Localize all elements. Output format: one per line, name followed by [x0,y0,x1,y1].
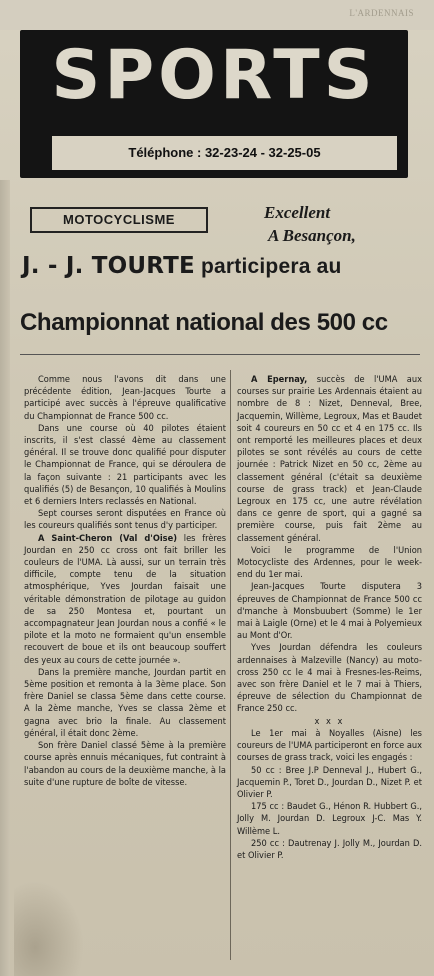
article-left-column [24,374,226,789]
article-paragraph [237,374,422,545]
paragraph-text: Le 1er mai à Noyalles (Aisne) les coureurs de l'UMA participeront en force aux courses de grass track, voici les engagés : [237,727,423,764]
article-paragraph [237,581,422,642]
paragraph-text: Jean-Jacques Tourte disputera 3 épreuves de Championnat de France 500 cc d'manche à Monsbuubert (Somme) le 1er mai à Laigle (Orne) et le 4 mai à Polyemieux au Mont d'Or. [237,581,422,642]
article-paragraph [24,508,226,532]
page-fold [0,180,10,976]
kicker [264,201,414,247]
article-paragraph [24,740,226,789]
article-paragraph [24,423,226,508]
article-paragraph [24,667,226,740]
article-paragraph [24,533,226,667]
article-paragraph [24,374,226,423]
paragraph-text: Yves Jourdan défendra les couleurs ardennaises à Malzeville (Nancy) au moto-cross 250 cc le 4 mai à Fresnes-les-Reims, avec son frère Daniel et le 7 mai à Thiers, épreuve de sélection du Championnat de France 250 cc. [237,642,422,715]
section-masthead [20,30,408,178]
headline-rest: participera au [201,255,342,278]
place-name: A Saint-Cheron (Val d'Oise) [38,532,177,544]
article-right-column [237,374,422,862]
article-paragraph [237,545,422,582]
article-paragraph [237,716,422,728]
bleed-through-text: L'ARDENNAIS [349,8,414,18]
kicker-line-1: Excellent [264,203,331,222]
headline-line-2: Championnat national des 500 cc [20,309,388,336]
paragraph-text: 175 cc : Baudet G., Hénon R. Hubbert G., Jolly M. Jourdan D. Legroux J-C. Mas Y. Willème L. [237,801,422,837]
section-title: SPORTS [51,36,377,115]
article-paragraph [237,838,422,862]
paragraph-text: Comme nous l'avons dit dans une précédente édition, Jean-Jacques Tourte a participé avec succès à l'épreuve qualificative du Championnat de France 500 cc. [24,374,226,422]
paragraph-text: les frères Jourdan en 250 cc cross ont fait briller les couleurs de l'UMA. Là aussi, sur un terrain très difficile, compte tenu de la situation atmosphérique, Yves Jourdan faisait une véritable démonstration de pilotage au guidon de sa 250 Montesa et, pourtant un accompagnateur Jean Jourdan nous a confié « le pilote et la moto ne formaient qu'un ensemble recouvert de boue et ils ont beaucoup souffert des yeux au cours de cette journée ». [24,532,227,666]
paragraph-text: succès de l'UMA aux courses sur prairie Les Ardennais étaient au nombre de 8 : Nizet, Denneval, Bree, Jacquemin, Willème, Legroux, Mas et Baudet soit 4 coureurs en 50 cc et 4 en 175 cc. Ils ont remporté les meilleures places et deux pilotes se sont révélés au cours de cette journée : Patrick Nizet en 50 cc, 2ème au classement général (c'était sa deuxième course de grass track) et Jean-Claude Legroux en 175 cc, une autre révélation dans ce genre de sport, qui a gagné sa première course, puis fait 2ème au classement général. [237,374,423,544]
headline-line-1 [22,252,422,281]
article-paragraph [237,765,422,802]
article-paragraph [237,642,422,715]
top-strip [0,0,434,30]
paragraph-text: x x x [314,715,345,727]
article-paragraph [237,728,422,765]
paragraph-text: Voici le programme de l'Union Motocycliste des Ardennes, pour le week-end du 1er mai. [237,544,422,581]
headline-name: J. - J. TOURTE [22,253,195,279]
place-name: A Epernay, [251,374,308,385]
paper-stain [14,880,84,976]
paragraph-text: Dans la première manche, Jourdan partit en 5ème position et remonta à la 3ème place. Son frère Daniel se classa 5ème dans cette course. A la 2ème manche, Yves se classa 2ème et gagna avec brio la finale. Au classement général, il était donc 2ème. [24,666,226,739]
paragraph-text: Son frère Daniel classé 5ème à la première course après ennuis mécaniques, fut contraint à l'abandon au cours de la deuxième manche, à la suite d'une rupture de boîte de vitesse. [24,740,226,788]
paragraph-text: Sept courses seront disputées en France où les coureurs qualifiés sont tenus d'y participer. [24,508,226,532]
kicker-line-2: A Besançon, [268,226,356,245]
column-rule [230,370,231,960]
phone-banner: Téléphone : 32-23-24 - 32-25-05 [52,136,397,170]
article-paragraph [237,801,422,838]
paragraph-text: Dans une course où 40 pilotes étaient inscrits, il s'est classé 4ème au classement général. Il se trouve donc qualifié pour disputer le Championnat de France, qui se déroulera de la façon suivante : 21 participants avec les qualifiés (5) de Besançon, 10 qualifiés à Moulins et 6 derniers Inters reclassés en National. [24,422,226,508]
paragraph-text: 50 cc : Bree J.P Denneval J., Hubert G., Jacquemin P., Toret D., Jourdan D., Nizet P. et Olivier P. [237,764,422,800]
paragraph-text: 250 cc : Dautrenay J. Jolly M., Jourdan D. et Olivier P. [237,837,422,861]
rubric-label: MOTOCYCLISME [30,207,208,233]
headline-rule [20,354,420,355]
